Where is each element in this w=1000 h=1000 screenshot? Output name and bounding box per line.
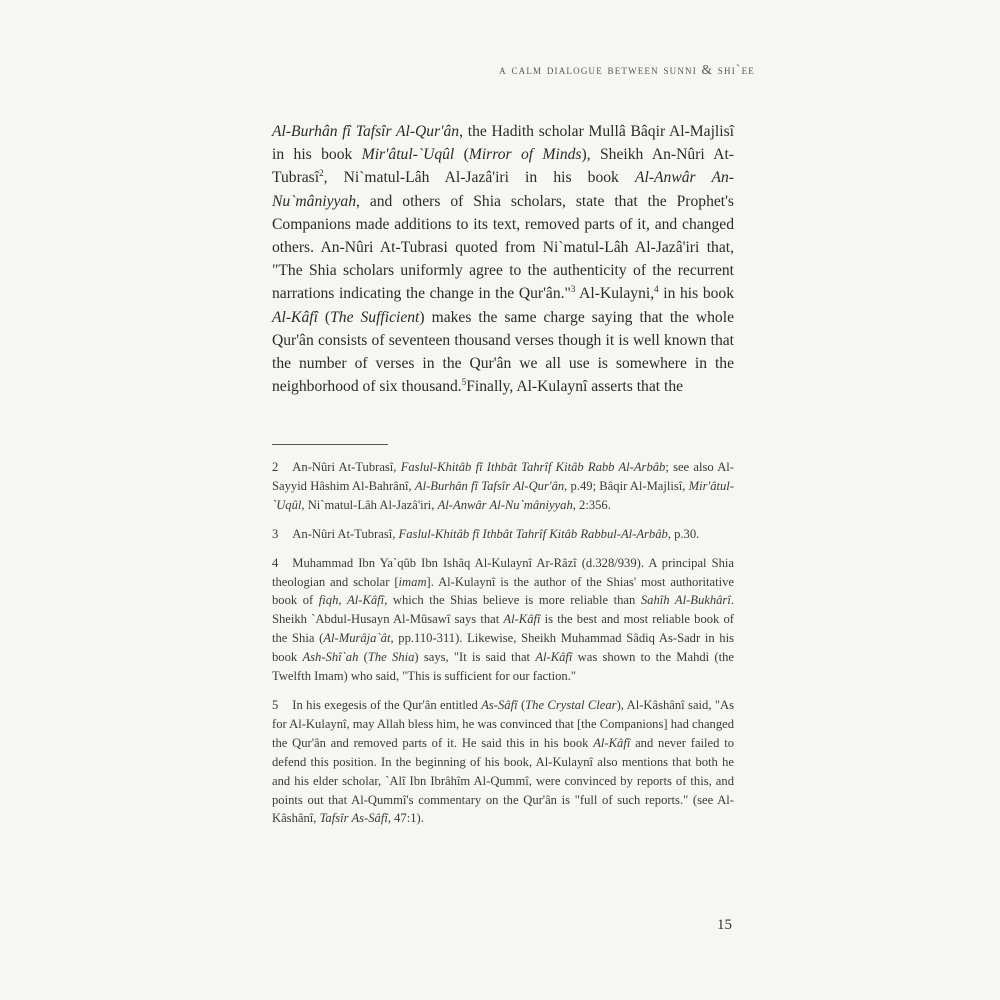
footnote-number: 3 — [272, 526, 279, 541]
footnotes — [272, 458, 734, 838]
text-span: is the best and most reliable book of the Shia ( — [272, 612, 734, 646]
text-span: , pp.110-311). Likewise, Sheikh Muhammad Sâdiq As-Sadr in his book — [272, 631, 734, 665]
title-italic: Faslul-Khitâb fî Ithbât Tahrîf Kitâb Rabbul-Al-Arbâb — [398, 526, 668, 541]
text-span: ), Al-Kâshânî said, "As for Al-Kulaynî, may Allah bless him, he was convinced that [the Companions] had changed the Qur'ân and removed parts of it. He said this in his book — [272, 697, 735, 750]
page-number: 15 — [717, 917, 732, 933]
text-span: , p.49; Bâqir Al-Majlisî, — [564, 478, 689, 493]
footnote-5 — [272, 696, 734, 828]
text-span: ; see also Al-Sayyid Hâshim Al-Bahrânî, — [272, 460, 734, 493]
body-paragraph — [272, 120, 734, 398]
text-span: An-Nûri At-Tubrasî, — [292, 526, 399, 541]
title-italic: Ash-Shî`ah — [302, 650, 359, 665]
footnote-number: 5 — [272, 697, 279, 712]
title-italic: Tafsîr As-Sâfî — [319, 811, 388, 826]
footnote-ref-2[interactable]: 2 — [319, 168, 324, 179]
text-span: An-Nûri At-Tubrasî, — [292, 460, 401, 474]
text-span: ) says, "It is said that — [414, 650, 536, 665]
text-span: , the Hadith scholar Mullâ Bâqir Al-Majlisî in his book — [272, 123, 734, 164]
footnote-ref-3[interactable]: 3 — [570, 284, 576, 295]
text-span: , p.30. — [667, 526, 700, 541]
text-span: ]. Al-Kulaynî is the author of the Shias' most authoritative book of — [272, 574, 734, 608]
title-italic: imam — [398, 574, 427, 589]
title-italic: Sahîh Al-Bukhârî — [640, 593, 731, 608]
text-span: Finally, Al-Kulaynî asserts that the — [466, 378, 684, 396]
title-italic: Al-Kâfî — [272, 308, 318, 326]
title-italic: Mir'âtul-`Uqûl — [272, 478, 734, 512]
text-span: , Ni`matul-Lâh Al-Jazâ'iri in his book — [323, 169, 635, 187]
title-italic: Al-Burhân fî Tafsîr Al-Qur'ân — [414, 478, 565, 493]
title-italic: The Shia — [367, 650, 415, 665]
text-span: ), Sheikh An-Nûri At-Tubrasî — [272, 146, 735, 187]
text-span: in his book — [658, 285, 735, 303]
title-italic: As-Sâfî — [481, 697, 518, 712]
text-span: , which the Shias believe is more reliable than — [384, 593, 641, 608]
footnote-2 — [272, 458, 734, 515]
footnote-divider — [272, 444, 388, 445]
running-head: a calm dialogue between sunni & shi`ee — [499, 62, 755, 77]
text-span: ( — [317, 308, 331, 326]
text-span: , 47:1). — [387, 811, 424, 826]
title-italic: Al-Anwâr An-Nu`mâniyyah — [272, 169, 734, 210]
text-span: ) makes the same charge saying that the whole Qur'ân consists of seventeen thousand verses though it is well known that the number of verses in the Qur'ân we all use is somewhere in the neighborhood of six thousand. — [272, 308, 734, 396]
text-span: Muhammad Ibn Ya`qûb Ibn Ishâq Al-Kulaynî Ar-Râzî (d.328/939). A principal Shia theologian and scholar [ — [272, 555, 734, 589]
text-span: , 2:356. — [572, 497, 611, 512]
title-italic: Al-Kâfî — [347, 593, 385, 608]
title-italic: fiqh — [318, 593, 339, 608]
text-span: , Ni`matul-Lâh Al-Jazâ'iri, — [301, 497, 438, 512]
title-italic: Al-Murâja`ât — [323, 631, 391, 646]
title-italic: Al-Kâfî — [503, 612, 541, 627]
footnote-ref-5[interactable]: 5 — [461, 377, 467, 388]
title-italic: Mir'âtul-`Uqûl — [361, 146, 455, 164]
text-span: In his exegesis of the Qur'ân entitled — [292, 697, 482, 712]
title-italic: Al-Kâfî — [593, 735, 631, 750]
title-italic: The Sufficient — [330, 308, 420, 326]
text-span: ( — [358, 650, 368, 665]
text-span: ( — [454, 146, 469, 164]
footnote-4 — [272, 554, 734, 686]
text-span: , — [338, 593, 348, 608]
footnote-number: 2 — [272, 460, 279, 474]
title-italic: Al-Anwâr Al-Nu`mâniyyah — [437, 497, 573, 512]
text-span: , and others of Shia scholars, state that the Prophet's Companions made additions to its text, removed parts of it, and changed others. An-Nûri At-Tubrasi quoted from Ni`matul-Lâh Al-Jazâ'iri that, "The Shia scholars uniformly agree to the authenticity of the recurrent narrations indicating the change in the Qur'ân." — [272, 192, 734, 303]
text-span: was shown to the Mahdi (the Twelfth Imam) who said, "This is sufficient for our faction." — [272, 650, 734, 684]
title-italic: The Crystal Clear — [525, 697, 617, 712]
text-span: Al-Kulayni, — [575, 285, 655, 303]
text-span: ( — [517, 697, 526, 712]
text-span: . Sheikh `Abdul-Husayn Al-Mûsawî says that — [272, 593, 734, 627]
text-span: and never failed to defend this position. In the beginning of his book, Al-Kulaynî also mentions that both he and his elder scholar, `Alî Ibn Ibrâhîm Al-Qummî, were convinced by reports of this, and points out that Al-Qummî's commentary on the Qur'ân is "full of such reports." (see Al-Kâshânî, — [272, 735, 734, 826]
title-italic: Al-Burhân fî Tafsîr Al-Qur'ân — [272, 123, 460, 140]
title-italic: Mirror of Minds — [468, 146, 582, 164]
footnote-3 — [272, 525, 734, 544]
footnote-ref-4[interactable]: 4 — [654, 284, 659, 295]
main-text — [272, 120, 734, 398]
title-italic: Al-Kâfî — [535, 650, 573, 665]
title-italic: Faslul-Khitâb fî Ithbât Tahrîf Kitâb Rabb Al-Arbâb — [400, 460, 666, 474]
footnote-number: 4 — [272, 555, 279, 570]
